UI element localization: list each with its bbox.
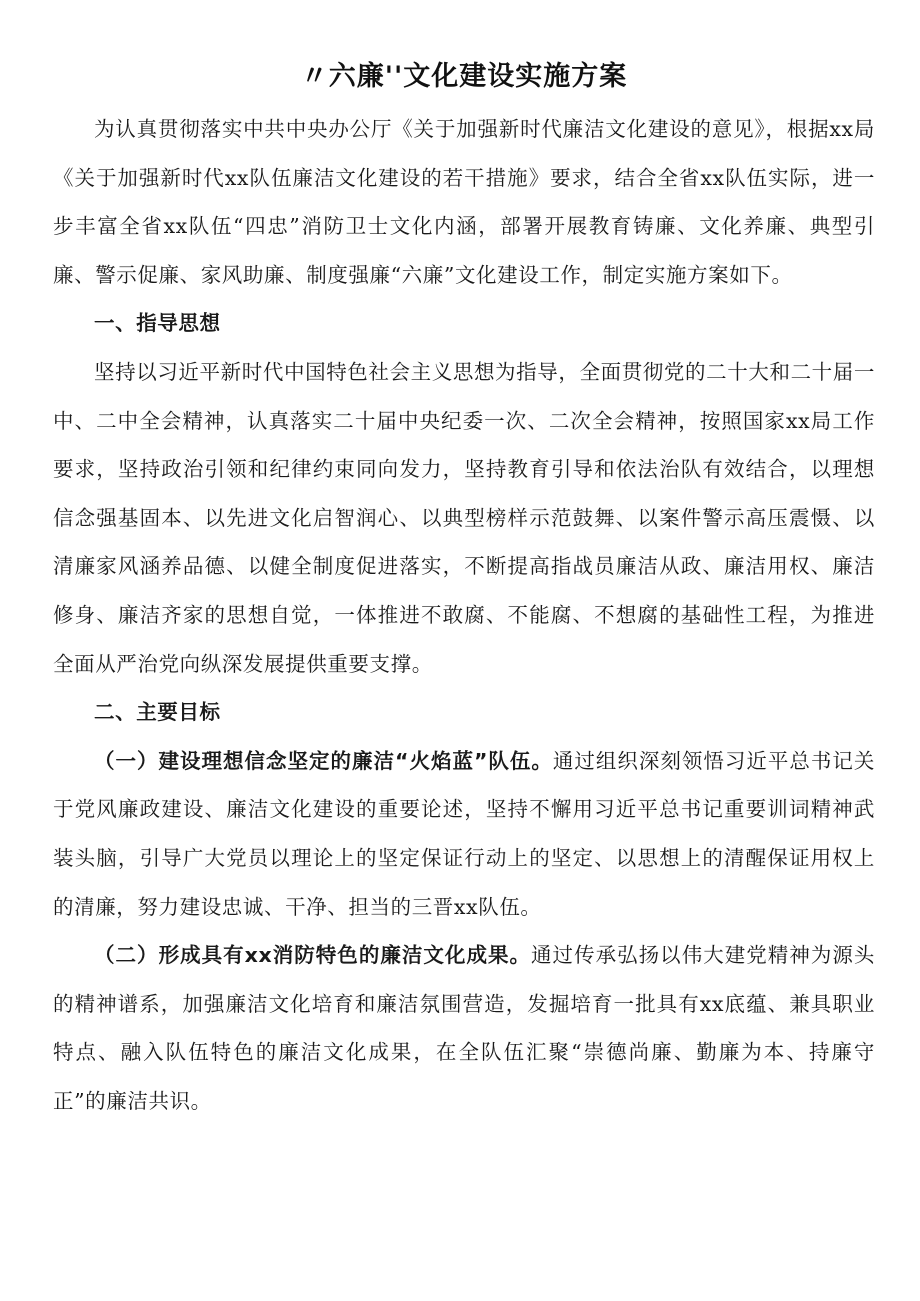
intro-paragraph: 为认真贯彻落实中共中央办公厅《关于加强新时代廉洁文化建设的意见》，根据xx局《关于加强新时代xx队伍廉洁文化建设的若干措施》要求，结合全省xx队伍实际，进一步丰富全省xx队伍“四忠”消防卫士文化内涵，部署开展教育铸廉、文化养廉、典型引廉、警示促廉、家风助廉、制度强廉“六廉”文化建设工作，制定实施方案如下。 [53,117,875,287]
goal-item-2-lead: （二）形成具有xx消防特色的廉洁文化成果。 [94,943,532,968]
goal-item-1-lead: （一）建设理想信念坚定的廉洁“火焰蓝”队伍。 [94,748,553,773]
document-page [53,55,875,1125]
goal-item-1-body: 通过组织深刻领悟习近平总书记关于党风廉政建设、廉洁文化建设的重要论述，坚持不懈用习近平总书记重要训词精神武装头脑，引导广大党员以理论上的坚定保证行动上的坚定、以思想上的清醒保证用权上的清廉，努力建设忠诚、干净、担当的三晋xx队伍。 [53,748,875,919]
guiding-ideology-paragraph: 坚持以习近平新时代中国特色社会主义思想为指导，全面贯彻党的二十大和二十届一中、二中全会精神，认真落实二十届中央纪委一次、二次全会精神，按照国家xx局工作要求，坚持政治引领和纪律约束同向发力，坚持教育引导和依法治队有效结合，以理想信念强基固本、以先进文化启智润心、以典型榜样示范鼓舞、以案件警示高压震慑、以清廉家风涵养品德、以健全制度促进落实，不断提高指战员廉洁从政、廉洁用权、廉洁修身、廉洁齐家的思想自觉，一体推进不敢腐、不能腐、不想腐的基础性工程，为推进全面从严治党向纵深发展提供重要支撑。 [53,359,875,676]
section-heading-guiding-ideology: 一、指导思想 [94,311,221,336]
goal-item-1 [53,737,875,931]
section-heading-main-goals: 二、主要目标 [94,700,221,725]
goal-item-2-body: 通过传承弘扬以伟大建党精神为源头的精神谱系，加强廉洁文化培育和廉洁氛围营造，发掘培育一批具有xx底蕴、兼具职业特点、融入队伍特色的廉洁文化成果，在全队伍汇聚“崇德尚廉、勤廉为本、持廉守正”的廉洁共识。 [53,943,875,1113]
document-title: 〃六廉''文化建设实施方案 [300,61,628,92]
goal-item-2 [53,931,875,1125]
